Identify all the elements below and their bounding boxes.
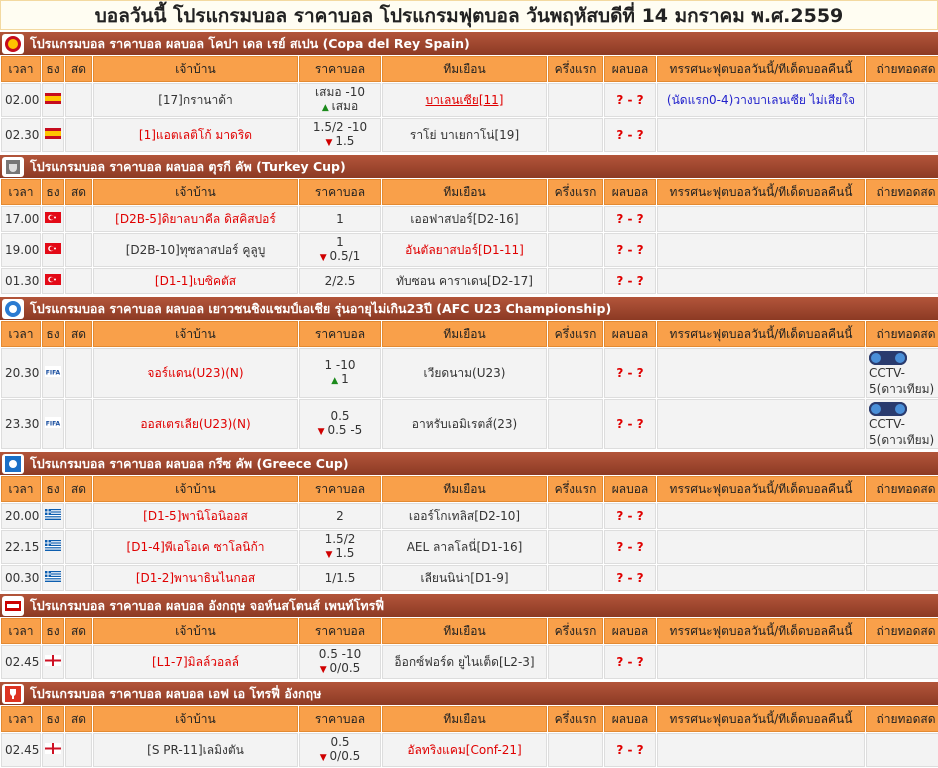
match-table xyxy=(0,705,938,768)
greece-cup-icon xyxy=(2,454,24,474)
away-team[interactable]: เออฟาสปอร์[D2-16] xyxy=(382,206,547,232)
column-header: สด xyxy=(65,321,92,347)
away-team[interactable]: เวียดนาม(U23) xyxy=(382,348,547,398)
column-header: สด xyxy=(65,179,92,205)
home-team[interactable]: [L1-7]มิลล์วอลล์ xyxy=(93,645,298,679)
country-flag xyxy=(42,399,64,449)
league-header xyxy=(0,452,938,475)
live-broadcast xyxy=(866,206,938,232)
odds-handicap: 1 -10 xyxy=(324,358,356,372)
odds-line xyxy=(302,661,378,677)
column-header: สด xyxy=(65,476,92,502)
half-time-score xyxy=(548,83,603,117)
league-title: โปรแกรมบอล ราคาบอล ผลบอล ตุรกี คัพ (Turkey Cup) xyxy=(30,159,346,174)
column-header: สด xyxy=(65,618,92,644)
odds-handicap: 2 xyxy=(336,509,344,523)
match-tip xyxy=(657,233,865,267)
column-header: ถ่ายทอดสด xyxy=(866,618,938,644)
live-cell[interactable] xyxy=(65,268,92,294)
half-time-score xyxy=(548,530,603,564)
match-table xyxy=(0,178,938,295)
fa-trophy-icon xyxy=(2,684,24,704)
column-header: ผลบอล xyxy=(604,56,656,82)
fifa-flag-icon xyxy=(45,366,61,380)
live-cell[interactable] xyxy=(65,399,92,449)
column-header: เวลา xyxy=(1,618,41,644)
half-time-score xyxy=(548,268,603,294)
live-cell[interactable] xyxy=(65,348,92,398)
column-header: เวลา xyxy=(1,706,41,732)
live-cell[interactable] xyxy=(65,118,92,152)
away-team[interactable]: AEL ลาลโลนี่[D1-16] xyxy=(382,530,547,564)
odds-cell xyxy=(299,348,381,398)
match-tip xyxy=(657,348,865,398)
odds-cell xyxy=(299,399,381,449)
live-cell[interactable] xyxy=(65,83,92,117)
match-table xyxy=(0,55,938,153)
odds-cell xyxy=(299,83,381,117)
odds-line xyxy=(302,749,378,765)
odds-line xyxy=(302,423,378,439)
live-cell[interactable] xyxy=(65,503,92,529)
column-header: ทีมเยือน xyxy=(382,56,547,82)
away-team[interactable]: เลียนนิน่า[D1-9] xyxy=(382,565,547,591)
full-time-result: ? - ? xyxy=(604,645,656,679)
half-time-score xyxy=(548,399,603,449)
column-header: ธง xyxy=(42,321,64,347)
column-header: ธง xyxy=(42,476,64,502)
league-header xyxy=(0,32,938,55)
column-header: ครึ่งแรก xyxy=(548,321,603,347)
odds-handicap: 0.5 xyxy=(330,409,350,423)
match-tip xyxy=(657,206,865,232)
column-header: ถ่ายทอดสด xyxy=(866,706,938,732)
column-header: สด xyxy=(65,706,92,732)
column-header: ถ่ายทอดสด xyxy=(866,56,938,82)
greece-flag-icon xyxy=(45,540,61,554)
column-header: ครึ่งแรก xyxy=(548,179,603,205)
page-title: บอลวันนี้ โปรแกรมบอล ราคาบอล โปรแกรมฟุตบอล วันพฤหัสบดีที่ 14 มกราคม พ.ศ.2559 xyxy=(0,0,938,30)
column-header: เวลา xyxy=(1,476,41,502)
half-time-score xyxy=(548,645,603,679)
column-header: ผลบอล xyxy=(604,321,656,347)
spain-flag-icon xyxy=(45,93,61,107)
match-row xyxy=(1,268,938,294)
away-team[interactable]: อัลทริงแคม[Conf-21] xyxy=(382,733,547,767)
greece-flag-icon xyxy=(45,571,61,585)
match-row xyxy=(1,399,938,449)
match-tip xyxy=(657,565,865,591)
column-header: ทีมเยือน xyxy=(382,179,547,205)
league-title: โปรแกรมบอล ราคาบอล ผลบอล เยาวชนชิงแชมป์เอเชีย รุ่นอายุไม่เกิน23ปี (AFC U23 Championship) xyxy=(30,301,612,316)
live-cell[interactable] xyxy=(65,565,92,591)
full-time-result: ? - ? xyxy=(604,83,656,117)
full-time-result: ? - ? xyxy=(604,503,656,529)
odds-line xyxy=(302,249,378,265)
match-row xyxy=(1,83,938,117)
column-header: ผลบอล xyxy=(604,179,656,205)
match-table xyxy=(0,320,938,450)
arrow-up-icon: ▲ xyxy=(321,103,332,113)
fifa-flag-icon xyxy=(45,417,61,431)
odds-cell xyxy=(299,565,381,591)
live-broadcast xyxy=(866,503,938,529)
full-time-result: ? - ? xyxy=(604,565,656,591)
arrow-down-icon: ▼ xyxy=(325,550,336,560)
match-time: 19.00 xyxy=(1,233,41,267)
match-time: 02.30 xyxy=(1,118,41,152)
turkey-flag-icon xyxy=(45,212,61,226)
odds-handicap: 1/1.5 xyxy=(324,571,356,585)
match-tip[interactable]: (นัดแรก0-4)วางบาเลนเซีย ไม่เสียใจ xyxy=(657,83,865,117)
column-header: สด xyxy=(65,56,92,82)
match-tip xyxy=(657,733,865,767)
full-time-result: ? - ? xyxy=(604,399,656,449)
odds-value: 1.5 xyxy=(335,546,355,560)
odds-handicap: 0.5 -10 xyxy=(318,647,362,661)
full-time-result: ? - ? xyxy=(604,530,656,564)
match-row xyxy=(1,733,938,767)
column-header: ราคาบอล xyxy=(299,706,381,732)
country-flag xyxy=(42,733,64,767)
odds-handicap: 1 xyxy=(336,235,344,249)
match-row xyxy=(1,530,938,564)
odds-handicap: 2/2.5 xyxy=(324,274,356,288)
live-broadcast xyxy=(866,530,938,564)
match-time: 01.30 xyxy=(1,268,41,294)
column-header: ราคาบอล xyxy=(299,321,381,347)
home-team[interactable]: ออสเตรเลีย(U23)(N) xyxy=(93,399,298,449)
odds-value: เสมอ xyxy=(331,99,359,113)
match-row xyxy=(1,503,938,529)
full-time-result: ? - ? xyxy=(604,206,656,232)
half-time-score xyxy=(548,733,603,767)
match-row xyxy=(1,206,938,232)
match-time: 02.45 xyxy=(1,733,41,767)
match-time: 23.30 xyxy=(1,399,41,449)
home-team[interactable]: [D1-1]เบซิคตัส xyxy=(93,268,298,294)
match-time: 22.15 xyxy=(1,530,41,564)
column-header: ราคาบอล xyxy=(299,476,381,502)
league-title: โปรแกรมบอล ราคาบอล ผลบอล กรีซ คัพ (Greece Cup) xyxy=(30,456,349,471)
column-header: ถ่ายทอดสด xyxy=(866,179,938,205)
arrow-down-icon: ▼ xyxy=(317,427,328,437)
match-time: 02.00 xyxy=(1,83,41,117)
odds-handicap: 1.5/2 -10 xyxy=(312,120,368,134)
arrow-down-icon: ▼ xyxy=(325,138,336,148)
column-header: ผลบอล xyxy=(604,706,656,732)
odds-cell xyxy=(299,118,381,152)
league-title: โปรแกรมบอล ราคาบอล ผลบอล เอฟ เอ โทรฟี่ อังกฤษ xyxy=(30,686,322,701)
arrow-down-icon: ▼ xyxy=(319,253,330,263)
column-header: ถ่ายทอดสด xyxy=(866,476,938,502)
turkey-flag-icon xyxy=(45,243,61,257)
svg-text:FIFA: FIFA xyxy=(45,420,61,428)
odds-cell xyxy=(299,503,381,529)
column-header: เจ้าบ้าน xyxy=(93,321,298,347)
match-time: 20.30 xyxy=(1,348,41,398)
live-cell[interactable] xyxy=(65,645,92,679)
odds-handicap: 1.5/2 xyxy=(324,532,356,546)
johnstones-paint-trophy-icon xyxy=(2,596,24,616)
half-time-score xyxy=(548,233,603,267)
home-team[interactable]: [D2B-10]ทุซลาสปอร์ คูลูบู xyxy=(93,233,298,267)
full-time-result: ? - ? xyxy=(604,733,656,767)
match-table xyxy=(0,475,938,592)
column-header: ธง xyxy=(42,56,64,82)
odds-line xyxy=(302,99,378,115)
live-broadcast xyxy=(866,733,938,767)
turkey-cup-icon xyxy=(2,157,24,177)
live-cell[interactable] xyxy=(65,733,92,767)
league-header xyxy=(0,297,938,320)
match-row xyxy=(1,118,938,152)
away-team[interactable]: อ็อกซ์ฟอร์ด ยูไนเต็ด[L2-3] xyxy=(382,645,547,679)
league-header xyxy=(0,594,938,617)
match-row xyxy=(1,565,938,591)
match-tip xyxy=(657,118,865,152)
header-row xyxy=(1,618,938,644)
odds-line xyxy=(302,372,378,388)
country-flag xyxy=(42,83,64,117)
full-time-result: ? - ? xyxy=(604,268,656,294)
match-row xyxy=(1,348,938,398)
spain-football-federation-icon xyxy=(2,34,24,54)
column-header: ทีมเยือน xyxy=(382,706,547,732)
live-broadcast xyxy=(866,83,938,117)
afc-u23-icon xyxy=(2,299,24,319)
column-header: ทรรศนะฟุตบอลวันนี้/ทีเด็ดบอลคืนนี้ xyxy=(657,56,865,82)
match-table xyxy=(0,617,938,680)
column-header: ธง xyxy=(42,179,64,205)
odds-cell xyxy=(299,206,381,232)
column-header: เจ้าบ้าน xyxy=(93,56,298,82)
country-flag xyxy=(42,206,64,232)
away-team[interactable]: อันตัลยาสปอร์[D1-11] xyxy=(382,233,547,267)
column-header: ธง xyxy=(42,706,64,732)
column-header: ราคาบอล xyxy=(299,56,381,82)
live-cell[interactable] xyxy=(65,233,92,267)
turkey-flag-icon xyxy=(45,274,61,288)
odds-handicap: 1 xyxy=(336,212,344,226)
column-header: ครึ่งแรก xyxy=(548,56,603,82)
half-time-score xyxy=(548,565,603,591)
live-broadcast xyxy=(866,565,938,591)
country-flag xyxy=(42,565,64,591)
column-header: เจ้าบ้าน xyxy=(93,618,298,644)
country-flag xyxy=(42,645,64,679)
arrow-up-icon: ▲ xyxy=(331,376,342,386)
country-flag xyxy=(42,268,64,294)
odds-value: 0.5/1 xyxy=(329,249,361,263)
england-flag-icon xyxy=(45,743,61,757)
column-header: ทรรศนะฟุตบอลวันนี้/ทีเด็ดบอลคืนนี้ xyxy=(657,706,865,732)
match-tip xyxy=(657,503,865,529)
match-time: 00.30 xyxy=(1,565,41,591)
away-team[interactable]: ราโย่ บาเยกาโน่[19] xyxy=(382,118,547,152)
league-title: โปรแกรมบอล ราคาบอล ผลบอล โคปา เดล เรย์ สเปน (Copa del Rey Spain) xyxy=(30,36,470,51)
match-tip xyxy=(657,268,865,294)
league-header xyxy=(0,682,938,705)
odds-cell xyxy=(299,733,381,767)
odds-value: 0/0.5 xyxy=(329,661,361,675)
odds-value: 1 xyxy=(341,372,349,386)
match-tip xyxy=(657,530,865,564)
live-broadcast[interactable] xyxy=(866,348,938,398)
away-team[interactable]: ทับซอน คาราเดน[D2-17] xyxy=(382,268,547,294)
country-flag xyxy=(42,233,64,267)
country-flag xyxy=(42,118,64,152)
column-header: ผลบอล xyxy=(604,618,656,644)
svg-text:FIFA: FIFA xyxy=(45,369,61,377)
home-team[interactable]: จอร์แดน(U23)(N) xyxy=(93,348,298,398)
column-header: ราคาบอล xyxy=(299,179,381,205)
match-tip xyxy=(657,399,865,449)
spain-flag-icon xyxy=(45,128,61,142)
country-flag xyxy=(42,530,64,564)
odds-value: 0/0.5 xyxy=(329,749,361,763)
odds-value: 1.5 xyxy=(335,134,355,148)
live-cell[interactable] xyxy=(65,530,92,564)
column-header: ธง xyxy=(42,618,64,644)
match-tip xyxy=(657,645,865,679)
header-row xyxy=(1,476,938,502)
column-header: ครึ่งแรก xyxy=(548,476,603,502)
country-flag xyxy=(42,503,64,529)
odds-line xyxy=(302,546,378,562)
column-header: ทรรศนะฟุตบอลวันนี้/ทีเด็ดบอลคืนนี้ xyxy=(657,179,865,205)
column-header: ทีมเยือน xyxy=(382,618,547,644)
channel-name: CCTV-5(ดาวเทียม) xyxy=(869,417,935,447)
odds-cell xyxy=(299,233,381,267)
column-header: ถ่ายทอดสด xyxy=(866,321,938,347)
column-header: เวลา xyxy=(1,321,41,347)
arrow-down-icon: ▼ xyxy=(319,753,330,763)
league-header xyxy=(0,155,938,178)
fox-sports-logo-icon xyxy=(869,402,907,416)
live-broadcast xyxy=(866,645,938,679)
country-flag xyxy=(42,348,64,398)
header-row xyxy=(1,56,938,82)
column-header: ครึ่งแรก xyxy=(548,618,603,644)
odds-handicap: 0.5 xyxy=(330,735,350,749)
column-header: เจ้าบ้าน xyxy=(93,476,298,502)
match-row xyxy=(1,233,938,267)
away-team[interactable]: เออร์โกเทลิส[D2-10] xyxy=(382,503,547,529)
column-header: เจ้าบ้าน xyxy=(93,706,298,732)
league-list xyxy=(0,32,938,768)
live-cell[interactable] xyxy=(65,206,92,232)
match-row xyxy=(1,645,938,679)
channel-name: CCTV-5(ดาวเทียม) xyxy=(869,366,935,396)
header-row xyxy=(1,706,938,732)
live-broadcast xyxy=(866,118,938,152)
column-header: เวลา xyxy=(1,179,41,205)
full-time-result: ? - ? xyxy=(604,118,656,152)
live-broadcast xyxy=(866,233,938,267)
live-broadcast xyxy=(866,268,938,294)
odds-value: 0.5 -5 xyxy=(327,423,363,437)
column-header: ทรรศนะฟุตบอลวันนี้/ทีเด็ดบอลคืนนี้ xyxy=(657,321,865,347)
half-time-score xyxy=(548,348,603,398)
odds-cell xyxy=(299,268,381,294)
arrow-down-icon: ▼ xyxy=(319,665,330,675)
header-row xyxy=(1,179,938,205)
home-team[interactable]: [D1-4]พีเอโอเค ซาโลนิก้า xyxy=(93,530,298,564)
column-header: ราคาบอล xyxy=(299,618,381,644)
half-time-score xyxy=(548,503,603,529)
header-row xyxy=(1,321,938,347)
half-time-score xyxy=(548,206,603,232)
odds-cell xyxy=(299,530,381,564)
odds-handicap: เสมอ -10 xyxy=(315,85,365,99)
away-team[interactable]: บาเลนเซีย[11] xyxy=(382,83,547,117)
odds-cell xyxy=(299,645,381,679)
column-header: ทรรศนะฟุตบอลวันนี้/ทีเด็ดบอลคืนนี้ xyxy=(657,618,865,644)
match-time: 17.00 xyxy=(1,206,41,232)
column-header: ผลบอล xyxy=(604,476,656,502)
home-team[interactable]: [D1-5]พานิโอนิออส xyxy=(93,503,298,529)
league-title: โปรแกรมบอล ราคาบอล ผลบอล อังกฤษ จอห์นสโตนส์ เพนท์โทรฟี่ xyxy=(30,598,385,613)
match-time: 02.45 xyxy=(1,645,41,679)
half-time-score xyxy=(548,118,603,152)
home-team[interactable]: [D2B-5]ดิยาลบาคีล ดิสคิสปอร์ xyxy=(93,206,298,232)
greece-flag-icon xyxy=(45,509,61,523)
column-header: ทีมเยือน xyxy=(382,321,547,347)
column-header: ทีมเยือน xyxy=(382,476,547,502)
column-header: ทรรศนะฟุตบอลวันนี้/ทีเด็ดบอลคืนนี้ xyxy=(657,476,865,502)
england-flag-icon xyxy=(45,655,61,669)
odds-line xyxy=(302,134,378,150)
live-broadcast[interactable] xyxy=(866,399,938,449)
column-header: เจ้าบ้าน xyxy=(93,179,298,205)
home-team[interactable]: [D1-2]พานาธินไนกอส xyxy=(93,565,298,591)
away-team[interactable]: อาหรับเอมิเรตส์(23) xyxy=(382,399,547,449)
home-team[interactable]: [1]แอตเลติโก้ มาดริด xyxy=(93,118,298,152)
match-time: 20.00 xyxy=(1,503,41,529)
full-time-result: ? - ? xyxy=(604,233,656,267)
home-team[interactable]: [S PR-11]เลมิงตัน xyxy=(93,733,298,767)
column-header: เวลา xyxy=(1,56,41,82)
fox-sports-logo-icon xyxy=(869,351,907,365)
column-header: ครึ่งแรก xyxy=(548,706,603,732)
full-time-result: ? - ? xyxy=(604,348,656,398)
home-team[interactable]: [17]กรานาด้า xyxy=(93,83,298,117)
